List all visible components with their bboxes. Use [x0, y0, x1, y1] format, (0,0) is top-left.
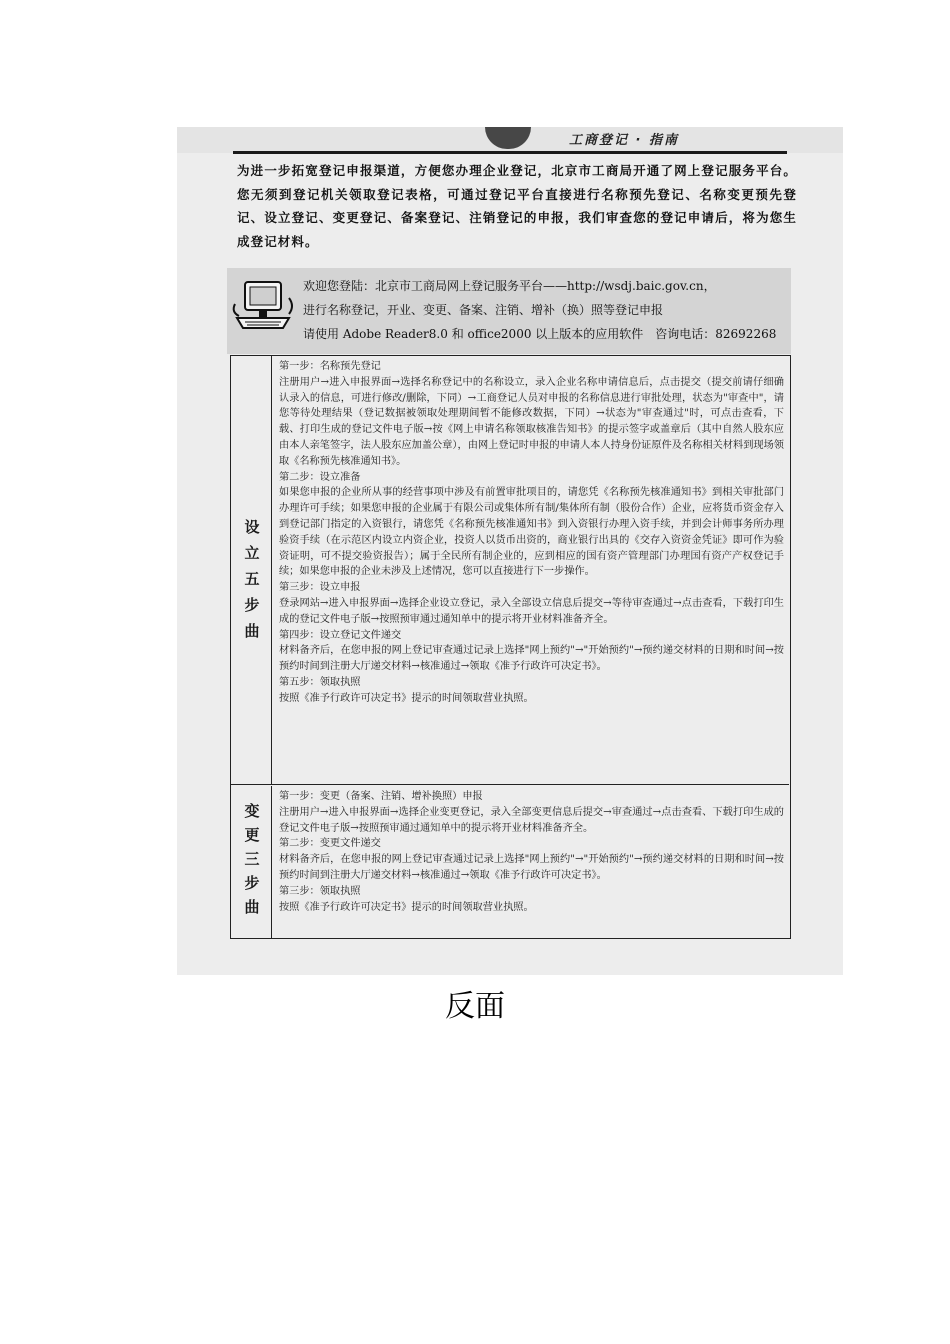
step-text: 材料备齐后，在您申报的网上登记审查通过记录上选择"网上预约"→"开始预约"→预约递交材料的日期和时间→按预约时间到注册大厅递交材料→核准通过→领取《准予行政许可决定书》。 [279, 645, 784, 673]
header-divider [233, 151, 787, 154]
step-text: 注册用户→进入申报界面→选择名称登记中的名称设立，录入企业名称申请信息后，点击提交（提交前请仔细确认录入的信息，可进行修改/删除，下同）→工商登记人员对申报的名称信息进行审批处理，状态为"审查中"，请您等待处理结果（登记数据被领取处理期间暂不能修改数据，下同）→状态为"审查通过"时，可点击查看，下载、打印生成的登记文件电子版→按《网上申请名称领取核准告知书》的提示签字或盖章后（其中自然人股东应由本人亲笔签字，法人股东应加盖公章），由网上登记时申报的申请人本人持身份证原件及名称相关材料到现场领取《名称预先核准通知书》。 [279, 376, 784, 467]
step-text: 材料备齐后，在您申报的网上登记审查通过记录上选择"网上预约"→"开始预约"→预约递交材料的日期和时间→按预约时间到注册大厅递交材料→核准通过→领取《准予行政许可决定书》。 [279, 854, 784, 881]
header-title: 工商登记 · 指南 [569, 133, 679, 148]
label-char: 步 [244, 596, 260, 614]
computer-icon [231, 278, 295, 334]
label-char: 变 [244, 802, 260, 820]
step-text: 注册用户→进入申报界面→选择企业变更登记，录入全部变更信息后提交→审查通过→点击查看、下载打印生成的登记文件电子版→按照预审通过通知单中的提示将开业材料准备齐全。 [279, 806, 784, 834]
label-char: 设 [244, 518, 260, 536]
step-title: 第四步：设立登记文件递交 [279, 629, 402, 641]
emblem-icon [485, 127, 531, 149]
scanned-document [177, 127, 843, 975]
page-caption: 反面 [445, 989, 505, 1024]
intro-paragraph: 为进一步拓宽登记申报渠道，方便您办理企业登记，北京市工商局开通了网上登记服务平台。您无须到登记机关领取登记表格，可通过登记平台直接进行名称预先登记、名称变更预先登记、设立登记、变更登记、备案登记、注销登记的申报，我们审查您的登记申请后，将为您生成登记材料。 [237, 163, 797, 249]
step-text: 按照《准予行政许可决定书》提示的时间领取营业执照。 [279, 901, 534, 913]
label-char: 三 [244, 850, 260, 868]
welcome-line: 请使用 Adobe Reader8.0 和 office2000 以上版本的应用软件 咨询电话：82692268 [303, 327, 777, 341]
label-char: 更 [244, 826, 260, 844]
step-title: 第五步：领取执照 [279, 676, 361, 688]
welcome-line: 进行名称登记，开业、变更、备案、注销、增补（换）照等登记申报 [303, 303, 664, 317]
label-char: 五 [244, 570, 260, 588]
welcome-text [303, 274, 789, 346]
step-title: 第二步：设立准备 [279, 471, 361, 483]
welcome-line: 欢迎您登陆：北京市工商局网上登记服务平台——http://wsdj.baic.gov.cn， [303, 279, 716, 293]
label-char: 曲 [244, 622, 260, 640]
setup-steps [279, 359, 784, 707]
header-strip [177, 127, 843, 153]
step-title: 第三步：领取执照 [279, 885, 361, 897]
welcome-box [227, 268, 791, 354]
label-char: 曲 [244, 898, 260, 916]
label-char: 立 [244, 544, 260, 562]
change-steps [279, 789, 784, 915]
step-title: 第二步：变更文件递交 [279, 838, 381, 850]
setup-section [231, 356, 789, 785]
step-text: 按照《准予行政许可决定书》提示的时间领取营业执照。 [279, 692, 534, 704]
setup-section-label [231, 356, 272, 784]
steps-table [230, 355, 791, 939]
step-title: 第三步：设立申报 [279, 582, 361, 594]
step-title: 第一步：名称预先登记 [279, 361, 381, 372]
change-section [231, 786, 789, 938]
step-text: 如果您申报的企业所从事的经营事项中涉及有前置审批项目的，请您凭《名称预先核准通知书》到相关审批部门办理许可手续；如果您申报的企业属于有限公司或集体所有制/集体所有制（股份合作）企业，应将货币资金存入到登记部门指定的入资银行，请您凭《名称预先核准通知书》到入资银行办理入资手续，并到会计师事务所办理验资手续（在示范区内设立内资企业，投资人以货币出资的，商业银行出具的《交存入资资金凭证》即可作为验资证明，可不提交验资报告）；属于全民所有制企业的，应到相应的国有资产管理部门办理国有资产产权登记手续；如果您申报的企业未涉及上述情况，您可以直接进行下一步操作。 [279, 487, 784, 578]
step-text: 登录网站→进入申报界面→选择企业设立登记，录入全部设立信息后提交→等待审查通过→点击查看，下载打印生成的登记文件电子版→按照预审通过通知单中的提示将开业材料准备齐全。 [279, 597, 784, 625]
change-section-label [231, 786, 272, 938]
label-char: 步 [244, 874, 260, 892]
step-title: 第一步：变更（备案、注销、增补换照）申报 [279, 791, 483, 802]
